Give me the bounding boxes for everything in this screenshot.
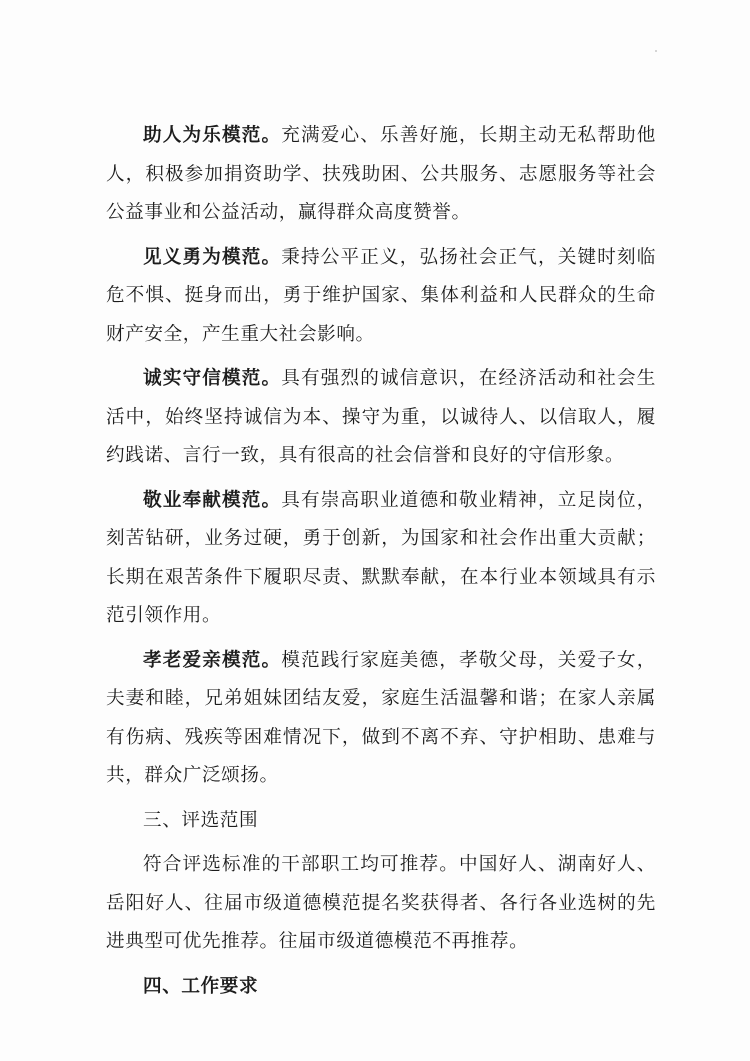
scan-speck (655, 50, 657, 52)
paragraph-filial-piety (106, 642, 656, 796)
paragraph-scope: 符合评选标准的干部职工均可推荐。中国好人、湖南好人、岳阳好人、往届市级道德模范提名奖获得者、各行各业选树的先进典型可优先推荐。往届市级道德模范不再推荐。 (106, 854, 656, 952)
paragraph-text: 充满爱心、乐善好施，长期主动无私帮助他人，积极参加捐资助学、扶残助困、公共服务、志愿服务等社会公益事业和公益活动，赢得群众高度赞誉。 (106, 125, 656, 223)
paragraph-lead: 见义勇为模范。 (143, 246, 282, 268)
paragraph-lead: 助人为乐模范。 (143, 125, 282, 146)
paragraph-bravery (106, 239, 656, 355)
paragraph-lead: 孝老爱亲模范。 (143, 649, 282, 671)
paragraph-text: 具有强烈的诚信意识，在经济活动和社会生活中，始终坚持诚信为本、操守为重，以诚待人、以信取人，履约践诺、言行一致，具有很高的社会信誉和良好的守信形象。 (106, 368, 656, 466)
paragraph-lead: 敬业奉献模范。 (143, 489, 282, 511)
section-heading-scope: 三、评选范围 (143, 809, 259, 831)
paragraph-honesty (106, 360, 656, 476)
paragraph-text: 模范践行家庭美德，孝敬父母，关爱子女，夫妻和睦，兄弟姐妹团结友爱，家庭生活温馨和谐；在家人亲属有伤病、残疾等困难情况下，做到不离不弃、守护相助、患难与共，群众广泛颂扬。 (106, 649, 656, 786)
paragraph-helping-others (106, 117, 656, 233)
document-body (106, 117, 656, 1012)
paragraph-text: 秉持公平正义，弘扬社会正气，关键时刻临危不惧、挺身而出，勇于维护国家、集体利益和人民群众的生命财产安全，产生重大社会影响。 (106, 246, 656, 345)
section-heading-requirements: 四、工作要求 (143, 975, 259, 997)
paragraph-lead: 诚实守信模范。 (143, 368, 282, 389)
paragraph-text: 具有崇高职业道德和敬业精神，立足岗位，刻苦钻研，业务过硬，勇于创新，为国家和社会作出重大贡献；长期在艰苦条件下履职尽责、默默奉献，在本行业本领域具有示范引领作用。 (106, 489, 656, 626)
paragraph-dedication (106, 482, 656, 636)
